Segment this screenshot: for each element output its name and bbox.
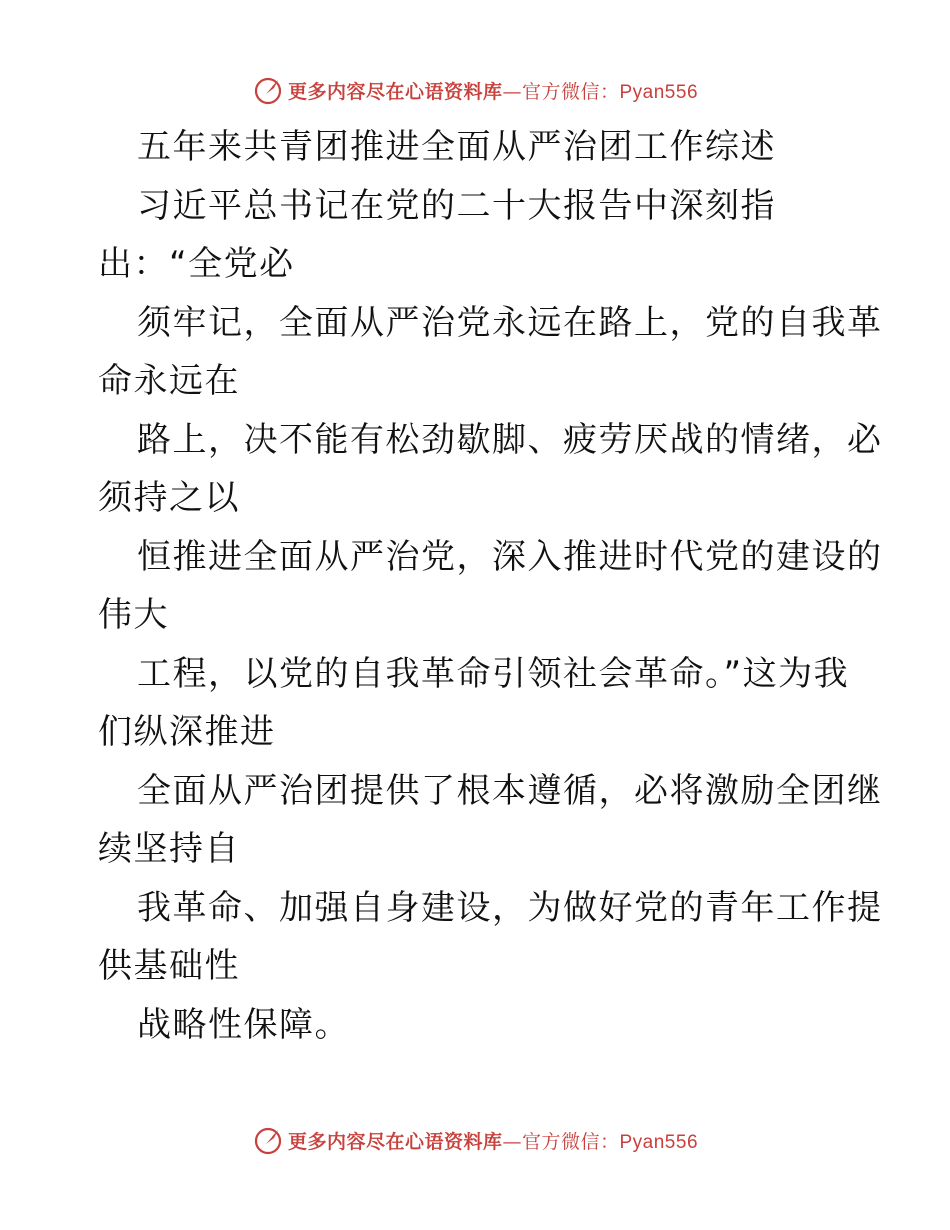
quill-logo-icon [252, 1124, 284, 1156]
banner-dash: — [502, 80, 522, 103]
document-title: 五年来共青团推进全面从严治团工作综述 [137, 127, 776, 167]
banner-main-text: 更多内容尽在心语资料库 [287, 1130, 503, 1153]
banner-text [288, 1127, 698, 1154]
banner-wechat-id: Pyan556 [619, 1131, 699, 1153]
banner-wechat-label: 官方微信： [521, 80, 620, 103]
footer-banner [0, 1120, 950, 1160]
paragraph-line: 全面从严治团提供了根本遵循，必将激励全团继 [137, 771, 883, 811]
quill-logo-icon [252, 74, 284, 106]
paragraph-line: 续坚持自 [98, 829, 240, 869]
paragraph-line: 须牢记，全面从严治党永远在路上，党的自我革 [137, 303, 883, 343]
paragraph-line: 战略性保障。 [137, 1005, 350, 1045]
banner-wechat-label: 官方微信： [521, 1130, 620, 1153]
banner-text [288, 77, 698, 104]
paragraph-line: 恒推进全面从严治党，深入推进时代党的建设的 [137, 537, 883, 577]
banner-content [252, 74, 698, 106]
paragraph-line: 们纵深推进 [98, 712, 276, 752]
paragraph-line: 命永远在 [98, 361, 240, 401]
paragraph-line: 伟大 [98, 595, 169, 635]
paragraph-line: 我革命、加强自身建设，为做好党的青年工作提 [137, 888, 883, 928]
paragraph-line: 习近平总书记在党的二十大报告中深刻指 [137, 186, 776, 226]
paragraph-line: 须持之以 [98, 478, 240, 518]
banner-wechat-id: Pyan556 [619, 81, 699, 103]
banner-dash: — [502, 1130, 522, 1153]
banner-content [252, 1124, 698, 1156]
header-banner [0, 70, 950, 110]
paragraph-line: 出：“全党必 [98, 244, 295, 284]
paragraph-line: 供基础性 [98, 946, 240, 986]
paragraph-line: 工程，以党的自我革命引领社会革命。”这为我 [137, 654, 850, 694]
paragraph-line: 路上，决不能有松劲歇脚、疲劳厌战的情绪，必 [137, 420, 883, 460]
banner-main-text: 更多内容尽在心语资料库 [287, 80, 503, 103]
